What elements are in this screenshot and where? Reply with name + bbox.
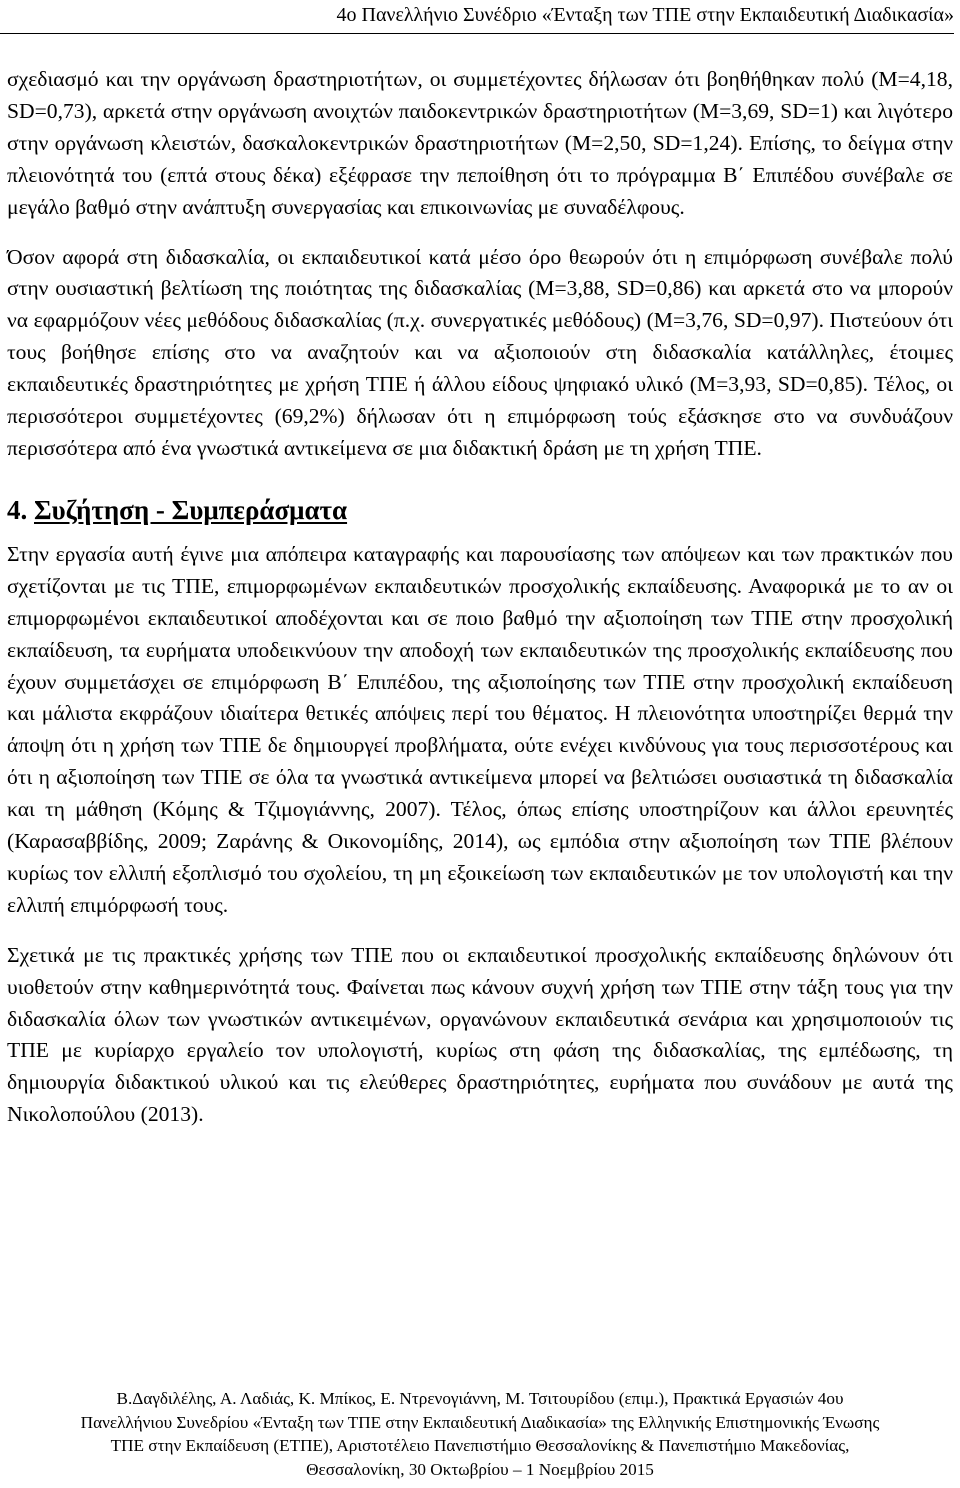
section-number: 4. bbox=[7, 494, 28, 525]
footer-line-editors: Β.Δαγδιλέλης, Α. Λαδιάς, Κ. Μπίκος, Ε. Ντρενογιάννη, Μ. Τσιτουρίδου (επιμ.), Πρακτικά Εργασιών 4ου bbox=[116, 1389, 844, 1408]
footer-line-place-date: Θεσσαλονίκη, 30 Οκτωβρίου – 1 Νοεμβρίου 2015 bbox=[306, 1459, 654, 1479]
running-header bbox=[0, 2, 954, 34]
running-header-title: 4ο Πανελλήνιο Συνέδριο «Ένταξη των ΤΠΕ στην Εκπαιδευτική Διαδικασία» bbox=[336, 4, 954, 26]
results-paragraph-planning: σχεδιασμό και την οργάνωση δραστηριοτήτων, οι συμμετέχοντες δήλωσαν ότι βοηθήθηκαν πολύ (Μ=4,18, SD=0,73), αρκετά στην οργάνωση ανοιχτών παιδοκεντρικών δραστηριοτήτων (M=3,69, SD=1) και λιγότερο στην οργάνωση κλειστών, δασκαλοκεντρικών δραστηριοτήτων (M=2,50, SD=1,24). Επίσης, το δείγμα στην πλειονότητά του (επτά στους δέκα) εξέφρασε την πεποίθηση ότι το πρόγραμμα Β΄ Επιπέδου συνέβαλε σε μεγάλο βαθμό στην ανάπτυξη συνεργασίας και επικοινωνίας με συναδέλφους. bbox=[7, 67, 953, 219]
results-paragraph-teaching: Όσον αφορά στη διδασκαλία, οι εκπαιδευτικοί κατά μέσο όρο θεωρούν ότι η επιμόρφωση συνέβαλε πολύ στην ουσιαστική βελτίωση της ποιότητας της διδασκαλίας (M=3,88, SD=0,86) και αρκετά στο να μπορούν να εφαρμόζουν νέες μεθόδους διδασκαλίας (π.χ. συνεργατικές μεθόδους) (M=3,76, SD=0,97). Πιστεύουν ότι τους βοήθησε επίσης στο να αναζητούν και να αξιοποιούν στη διδασκαλία κατάλληλες, έτοιμες εκπαιδευτικές δραστηριότητες με χρήση ΤΠΕ ή άλλου είδους ψηφιακό υλικό (M=3,93, SD=0,85). Τέλος, οι περισσότεροι συμμετέχοντες (69,2%) δήλωσαν ότι η επιμόρφωση τούς εξάσκησε στο να συνδυάζουν περισσότερα από ένα γνωστικά αντικείμενα σε μια διδακτική δράση με τη χρήση ΤΠΕ. bbox=[7, 244, 953, 460]
discussion-paragraph-attitudes: Στην εργασία αυτή έγινε μια απόπειρα καταγραφής και παρουσίασης των απόψεων και των πρακτικών που σχετίζονται με τις ΤΠΕ, επιμορφωμένων εκπαιδευτικών προσχολικής εκπαίδευσης. Αναφορικά με το αν οι επιμορφωμένοι εκπαιδευτικοί αποδέχονται και σε ποιο βαθμό την αξιοποίηση των ΤΠΕ στην προσχολική εκπαίδευση, τα ευρήματα υποδεικνύουν την αποδοχή των εκπαιδευτικών της προσχολικής εκπαίδευσης που έχουν συμμετάσχει σε επιμόρφωση Β΄ Επιπέδου, της αξιοποίησης των ΤΠΕ στην προσχολική εκπαίδευση και μάλιστα εκφράζουν ιδιαίτερα θετικές απόψεις περί του θέματος. Η πλειονότητα υποστηρίζει θερμά την άποψη ότι η χρήση των ΤΠΕ δε δημιουργεί προβλήματα, ούτε ενέχει κινδύνους για τους περισσοτέρους και ότι η αξιοποίηση των ΤΠΕ σε όλα τα γνωστικά αντικείμενα μπορεί να βελτιώσει ουσιαστικά τη διδασκαλία και τη μάθηση (Κόμης & Τζιμογιάννης, 2007). Τέλος, όπως επίσης υποστηρίζουν και άλλοι ερευνητές (Καρασαββίδης, 2009; Ζαράνης & Οικονομίδης, 2014), ως εμπόδια στην αξιοποίηση των ΤΠΕ βλέπουν κυρίως τον ελλιπή εξοπλισμό του σχολείου, τη μη εξοικείωση των εκπαιδευτικών με τον υπολογιστή και την ελλιπή επιμόρφωσή τους. bbox=[7, 541, 953, 917]
section-heading bbox=[7, 493, 953, 527]
page-footer bbox=[0, 1387, 960, 1481]
section-title: Συζήτηση - Συμπεράσματα bbox=[34, 494, 348, 525]
footer-line-conference: Πανελλήνιου Συνεδρίου «Ένταξη των ΤΠΕ στην Εκπαιδευτική Διαδικασία» της Ελληνικής Επιστημονικής Ένωσης bbox=[80, 1412, 880, 1432]
discussion-paragraph-practices: Σχετικά με τις πρακτικές χρήσης των ΤΠΕ που οι εκπαιδευτικοί προσχολικής εκπαίδευσης δηλώνουν ότι υιοθετούν στην καθημερινότητά τους. Φαίνεται πως κάνουν συχνή χρήση των ΤΠΕ στην τάξη τους για την διδασκαλία όλων των γνωστικών αντικειμένων, οργανώνουν εκπαιδευτικά σενάρια και χρησιμοποιούν τις ΤΠΕ με κυρίαρχο εργαλείο τον υπολογιστή, κυρίως στη φάση της διδασκαλίας, της εμπέδωσης, τη δημιουργία διδακτικού υλικού και τις ελεύθερες δραστηριότητες, ευρήματα που συνάδουν με αυτά της Νικολοπούλου (2013). bbox=[7, 942, 953, 1127]
footer-line-institutions: ΤΠΕ στην Εκπαίδευση (ΕΤΠΕ), Αριστοτέλειο Πανεπιστήμιο Θεσσαλονίκης & Πανεπιστήμιο Μακεδονίας, bbox=[110, 1436, 850, 1456]
page-body bbox=[7, 64, 953, 1131]
